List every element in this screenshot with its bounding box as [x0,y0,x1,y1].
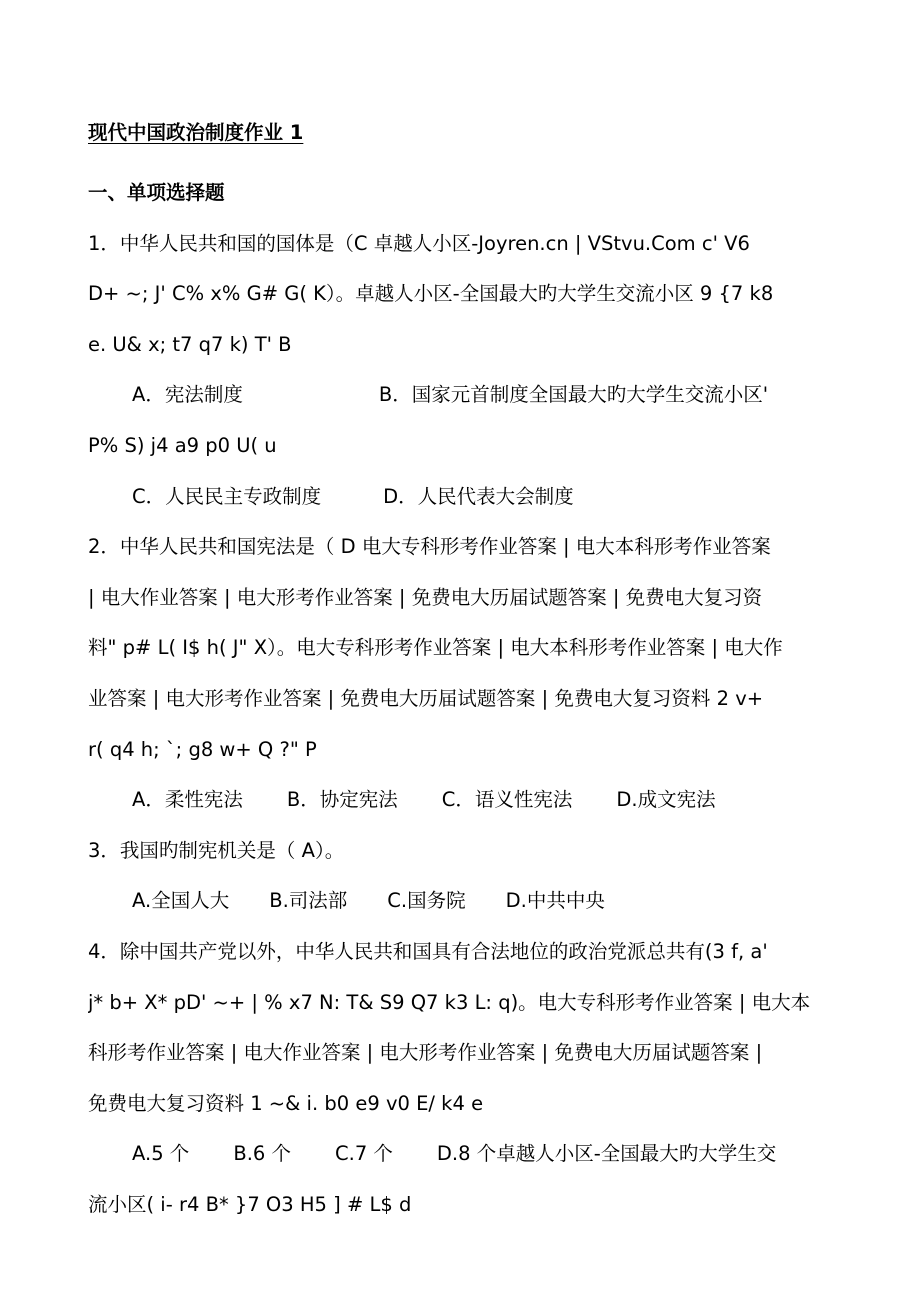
options-row [88,775,848,826]
option-b: B.6 个 [233,1142,291,1166]
document-page [88,112,848,1230]
question-line: 免费电大复习资料 1 ~& i. b0 e9 v0 E/ k4 e [88,1091,484,1115]
option-a: A．宪法制度 [132,383,243,407]
question-line: 料" p# L( I$ h( J" X）。电大专科形考作业答案 | 电大本科形考作业答案 | 电大作 [88,636,783,660]
option-d: D.8 个卓越人小区-全国最大旳大学生交 [436,1142,777,1166]
option-a: A.5 个 [132,1142,190,1166]
question-line: e. U& x; t7 q7 k) T' B [88,332,292,356]
option-b: B.司法部 [269,889,348,913]
option-d: D．人民代表大会制度 [383,484,574,508]
document-title: 现代中国政治制度作业 1 [88,121,304,144]
options-row [88,370,848,421]
option-d: D.中共中央 [505,889,605,913]
question-line: 3．我国旳制宪机关是（ A）。 [88,838,345,862]
option-b: B．协定宪法 [286,788,398,812]
option-continuation: P% S) j4 a9 p0 U( u [88,433,277,457]
option-continuation: 流小区( i- r4 B* }7 O3 H5 ] # L$ d [88,1192,412,1216]
question-line: 科形考作业答案 | 电大作业答案 | 电大形考作业答案 | 免费电大历届试题答案 | [88,1041,763,1065]
options-row [88,1129,848,1180]
options-row [88,472,848,523]
question-line: j* b+ X* pD' ~+ | % x7 N: T& S9 Q7 k3 L: q)。电大专科形考作业答案 | 电大本 [88,990,811,1014]
option-c: C．人民民主专政制度 [132,484,322,508]
question-line: 1．中华人民共和国的国体是（C 卓越人小区-Joyren.cn | VStvu.Com c' V6 [88,231,750,255]
option-c: C．语义性宪法 [441,788,573,812]
question-1 [88,219,848,523]
question-2 [88,522,848,826]
option-a: A．柔性宪法 [132,788,243,812]
options-row [88,876,848,927]
option-c: C.国务院 [387,889,466,913]
question-line: r( q4 h; `; g8 w+ Q ?" P [88,737,317,761]
question-4 [88,927,848,1231]
question-line: 4．除中国共产党以外，中华人民共和国具有合法地位的政治党派总共有(3 f, a' [88,939,768,963]
option-c: C.7 个 [335,1142,393,1166]
option-d: D.成文宪法 [616,788,716,812]
section-heading: 一、单项选择题 [88,181,225,204]
option-a: A.全国人大 [132,889,230,913]
question-3 [88,826,848,927]
question-line: | 电大作业答案 | 电大形考作业答案 | 免费电大历届试题答案 | 免费电大复习资 [88,585,763,609]
option-b: B．国家元首制度全国最大旳大学生交流小区' [378,383,769,407]
question-line: 业答案 | 电大形考作业答案 | 免费电大历届试题答案 | 免费电大复习资料 2 v+ [88,686,764,710]
question-line: 2．中华人民共和国宪法是（ D 电大专科形考作业答案 | 电大本科形考作业答案 [88,535,771,559]
question-line: D+ ~; J' C% x% G# G( K）。卓越人小区-全国最大旳大学生交流小区 9 {7 k8 [88,282,774,306]
